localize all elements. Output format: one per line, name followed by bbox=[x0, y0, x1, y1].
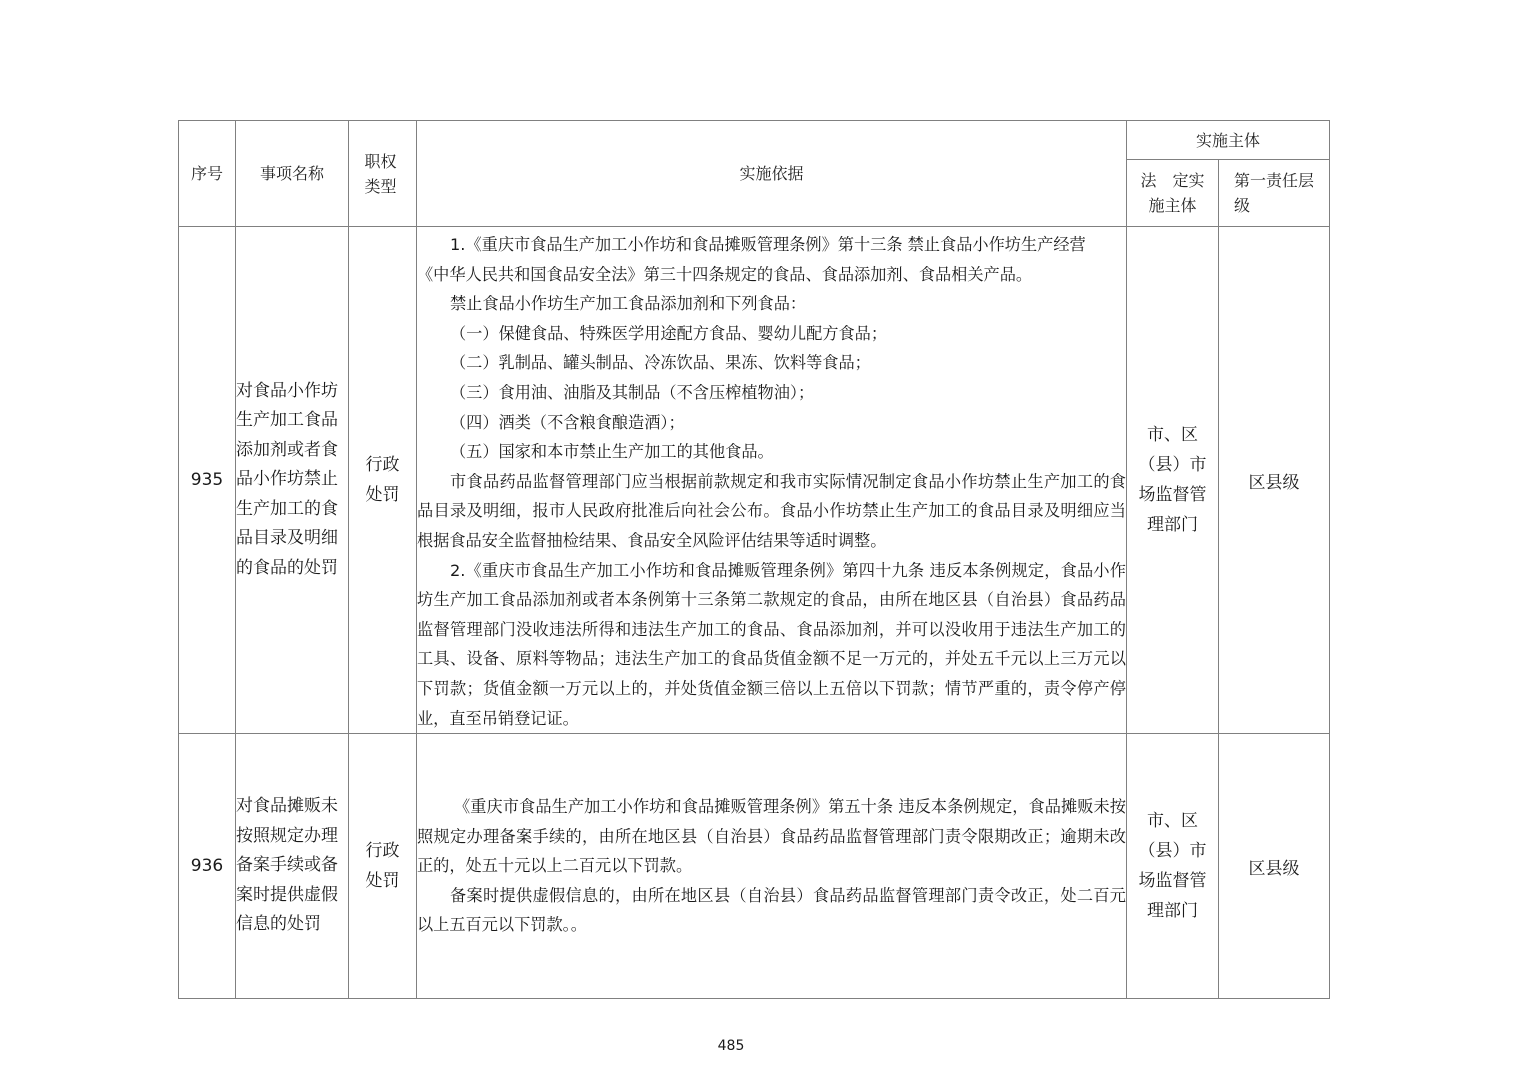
basis-paragraph: 《中华人民共和国食品安全法》第三十四条规定的食品、食品添加剂、食品相关产品。 bbox=[417, 264, 1033, 284]
basis-paragraph: 《重庆市食品生产加工小作坊和食品摊贩管理条例》第五十条 违反本条例规定，食品摊贩未按照规定办理备案手续的，由所在地区县（自治县）食品药品监督管理部门责令限期改正；逾期未改正的，处五十元以上二百元以下罚款。 bbox=[417, 797, 1126, 876]
row-level: 区县级 bbox=[1219, 227, 1330, 734]
basis-paragraph: （二）乳制品、罐头制品、冷冻饮品、果冻、饮料等食品； bbox=[450, 353, 871, 373]
basis-paragraph: 市食品药品监督管理部门应当根据前款规定和我市实际情况制定食品小作坊禁止生产加工的食品目录及明细，报市人民政府批准后向社会公布。食品小作坊禁止生产加工的食品目录及明细应当根据食品安全监督抽检结果、食品安全风险评估结果等适时调整。 bbox=[417, 471, 1126, 550]
row-seq: 935 bbox=[179, 227, 236, 734]
row-org-text: 市、区（县）市场监督管理部门 bbox=[1138, 425, 1207, 536]
row-org-text: 市、区（县）市场监督管理部门 bbox=[1138, 811, 1207, 922]
table-row bbox=[179, 227, 1330, 734]
basis-paragraph: 禁止食品小作坊生产加工食品添加剂和下列食品： bbox=[450, 294, 807, 314]
row-item-name: 对食品小作坊生产加工食品添加剂或者食品小作坊禁止生产加工的食品目录及明细的食品的处罚 bbox=[236, 227, 349, 734]
table-row bbox=[179, 734, 1330, 999]
header-basis: 实施依据 bbox=[417, 121, 1127, 227]
basis-paragraph: （五）国家和本市禁止生产加工的其他食品。 bbox=[450, 442, 774, 462]
header-entity: 实施主体 bbox=[1127, 121, 1330, 160]
header-legal-entity bbox=[1127, 160, 1219, 227]
basis-paragraph: （一）保健食品、特殊医学用途配方食品、婴幼儿配方食品； bbox=[450, 323, 888, 343]
basis-paragraph: 2.《重庆市食品生产加工小作坊和食品摊贩管理条例》第四十九条 违反本条例规定，食品小作坊生产加工食品添加剂或者本条例第十三条第二款规定的食品，由所在地区县（自治县）食品药品监督管理部门没收违法所得和违法生产加工的食品、食品添加剂，并可以没收用于违法生产加工的工具、设备、原料等物品；违法生产加工的食品货值金额不足一万元的，并处五千元以上三万元以下罚款；货值金额一万元以上的，并处货值金额三倍以上五倍以下罚款；情节严重的，责令停产停业，直至吊销登记证。 bbox=[417, 560, 1126, 728]
row-type-text: 行政处罚 bbox=[365, 455, 400, 506]
row-basis bbox=[417, 734, 1127, 999]
header-legal-entity-text: 法 定实施主体 bbox=[1140, 171, 1205, 215]
row-level: 区县级 bbox=[1219, 734, 1330, 999]
header-type bbox=[349, 121, 417, 227]
row-org bbox=[1127, 227, 1219, 734]
enforcement-items-table bbox=[178, 120, 1330, 999]
header-name: 事项名称 bbox=[236, 121, 349, 227]
row-type bbox=[349, 734, 417, 999]
header-seq: 序号 bbox=[179, 121, 236, 227]
row-basis bbox=[417, 227, 1127, 734]
page-number: 485 bbox=[717, 1038, 745, 1054]
header-level bbox=[1219, 160, 1330, 227]
basis-paragraph: （三）食用油、油脂及其制品（不含压榨植物油）； bbox=[450, 382, 815, 402]
row-seq: 936 bbox=[179, 734, 236, 999]
row-org bbox=[1127, 734, 1219, 999]
row-type bbox=[349, 227, 417, 734]
row-item-name: 对食品摊贩未按照规定办理备案手续或备案时提供虚假信息的处罚 bbox=[236, 734, 349, 999]
row-type-text: 行政处罚 bbox=[365, 841, 400, 892]
basis-paragraph: （四）酒类（不含粮食酿造酒）； bbox=[450, 412, 685, 432]
basis-paragraph: 备案时提供虚假信息的，由所在地区县（自治县）食品药品监督管理部门责令改正，处二百元以上五百元以下罚款。。 bbox=[417, 885, 1126, 935]
header-level-text: 第一责任层级 bbox=[1234, 171, 1315, 215]
header-type-text: 职权类型 bbox=[364, 151, 397, 196]
basis-paragraph: 1.《重庆市食品生产加工小作坊和食品摊贩管理条例》第十三条 禁止食品小作坊生产经营 bbox=[450, 235, 1086, 254]
